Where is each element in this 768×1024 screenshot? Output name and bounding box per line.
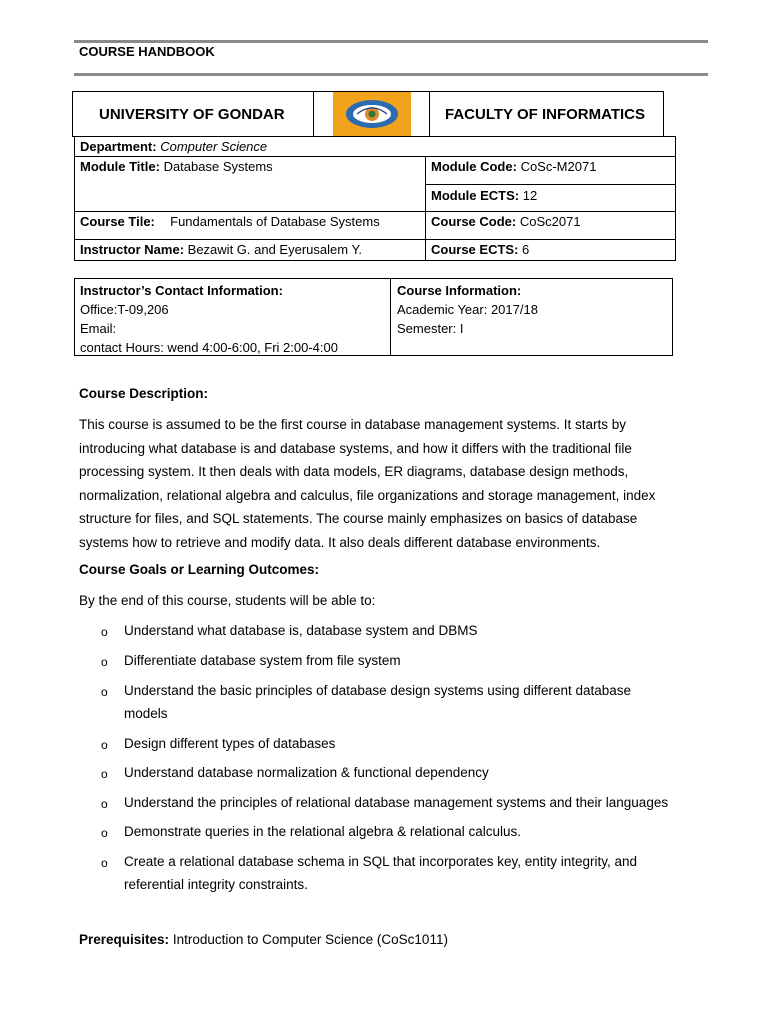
prerequisites-value: Introduction to Computer Science (CoSc1011) <box>172 932 448 947</box>
goal-item: Design different types of databases <box>124 736 336 751</box>
semester: Semester: I <box>397 321 464 336</box>
module-code-cell <box>425 156 676 185</box>
bullet-marker: o <box>101 826 108 840</box>
university-seal-icon <box>333 92 411 136</box>
description-line: introducing what database is and database systems, and how it differs with the traditional file <box>79 440 632 456</box>
module-title-value: Database Systems <box>163 159 273 174</box>
contact-info-cell <box>74 278 391 356</box>
course-title-label: Course Tile: <box>80 214 155 229</box>
prerequisites <box>79 928 704 952</box>
university-name: UNIVERSITY OF GONDAR <box>99 105 285 123</box>
bullet-marker: o <box>101 625 108 639</box>
logo-cell <box>313 91 430 137</box>
department-value: Computer Science <box>160 139 268 154</box>
department-label: Department: <box>80 139 157 154</box>
description-heading: Course Description: <box>79 386 209 401</box>
office: Office:T-09,206 <box>80 302 169 317</box>
course-ects-value: 6 <box>522 242 530 257</box>
faculty-name: FACULTY OF INFORMATICS <box>445 105 645 123</box>
faculty-name-cell <box>429 91 664 137</box>
handbook-title: COURSE HANDBOOK <box>79 44 215 59</box>
goal-item: Understand database normalization & functional dependency <box>124 765 489 780</box>
course-code-label: Course Code: <box>431 214 517 229</box>
module-code-value: CoSc-M2071 <box>520 159 597 174</box>
header-rule <box>74 73 708 76</box>
bullet-marker: o <box>101 738 108 752</box>
module-title-cell <box>74 156 426 212</box>
email: Email: <box>80 321 117 336</box>
contact-heading: Instructor’s Contact Information: <box>80 283 283 298</box>
course-ects-label: Course ECTS: <box>431 242 519 257</box>
course-info-cell <box>390 278 673 356</box>
contact-hours: contact Hours: wend 4:00-6:00, Fri 2:00-4:00 <box>80 340 338 355</box>
description-line: processing system. It then deals with data models, ER diagrams, database design methods, <box>79 464 629 479</box>
module-ects-label: Module ECTS: <box>431 188 520 203</box>
description-paragraph <box>79 413 704 554</box>
bullet-marker: o <box>101 797 108 811</box>
description-line: structure for files, and SQL statements. The course mainly emphasizes on basics of database <box>79 511 638 526</box>
goal-item: Understand what database is, database system and DBMS <box>124 623 478 638</box>
course-code-value: CoSc2071 <box>519 214 581 229</box>
academic-year: Academic Year: 2017/18 <box>397 302 538 317</box>
module-ects-value: 12 <box>522 188 538 203</box>
description-line: This course is assumed to be the first course in database management systems. It starts by <box>79 417 626 432</box>
description-line: systems how to retrieve and modify data. It also deals different database environments. <box>79 534 601 550</box>
department-cell <box>74 136 676 157</box>
goal-item: Understand the principles of relational database management systems and their languages <box>124 795 669 810</box>
module-ects-cell <box>425 184 676 212</box>
prerequisites-label: Prerequisites: <box>79 932 170 947</box>
module-title-label: Module Title: <box>80 159 160 174</box>
instructor-label: Instructor Name: <box>80 242 185 257</box>
course-code-cell <box>425 211 676 240</box>
course-ects-cell <box>425 239 676 261</box>
bullet-marker: o <box>101 856 108 870</box>
instructor-cell <box>74 239 426 261</box>
goals-heading: Course Goals or Learning Outcomes: <box>79 562 320 577</box>
university-name-cell <box>72 91 314 137</box>
goal-item: Demonstrate queries in the relational algebra & relational calculus. <box>124 824 521 839</box>
goal-item: Create a relational database schema in SQL that incorporates key, entity integrity, and referential integrity constraints. <box>124 854 638 892</box>
bullet-marker: o <box>101 655 108 669</box>
goals-intro: By the end of this course, students will be able to: <box>79 593 376 608</box>
goal-item: Differentiate database system from file system <box>124 653 401 668</box>
instructor-value: Bezawit G. and Eyerusalem Y. <box>187 242 363 257</box>
top-rule <box>74 40 708 43</box>
course-title-cell <box>74 211 426 240</box>
course-title-value: Fundamentals of Database Systems <box>170 214 380 229</box>
description-line: normalization, relational algebra and calculus, file organizations and storage management, index <box>79 487 656 503</box>
goal-item: Understand the basic principles of database design systems using different database models <box>124 683 632 721</box>
bullet-marker: o <box>101 767 108 781</box>
bullet-marker: o <box>101 685 108 699</box>
course-info-heading: Course Information: <box>397 283 522 298</box>
module-code-label: Module Code: <box>431 159 517 174</box>
